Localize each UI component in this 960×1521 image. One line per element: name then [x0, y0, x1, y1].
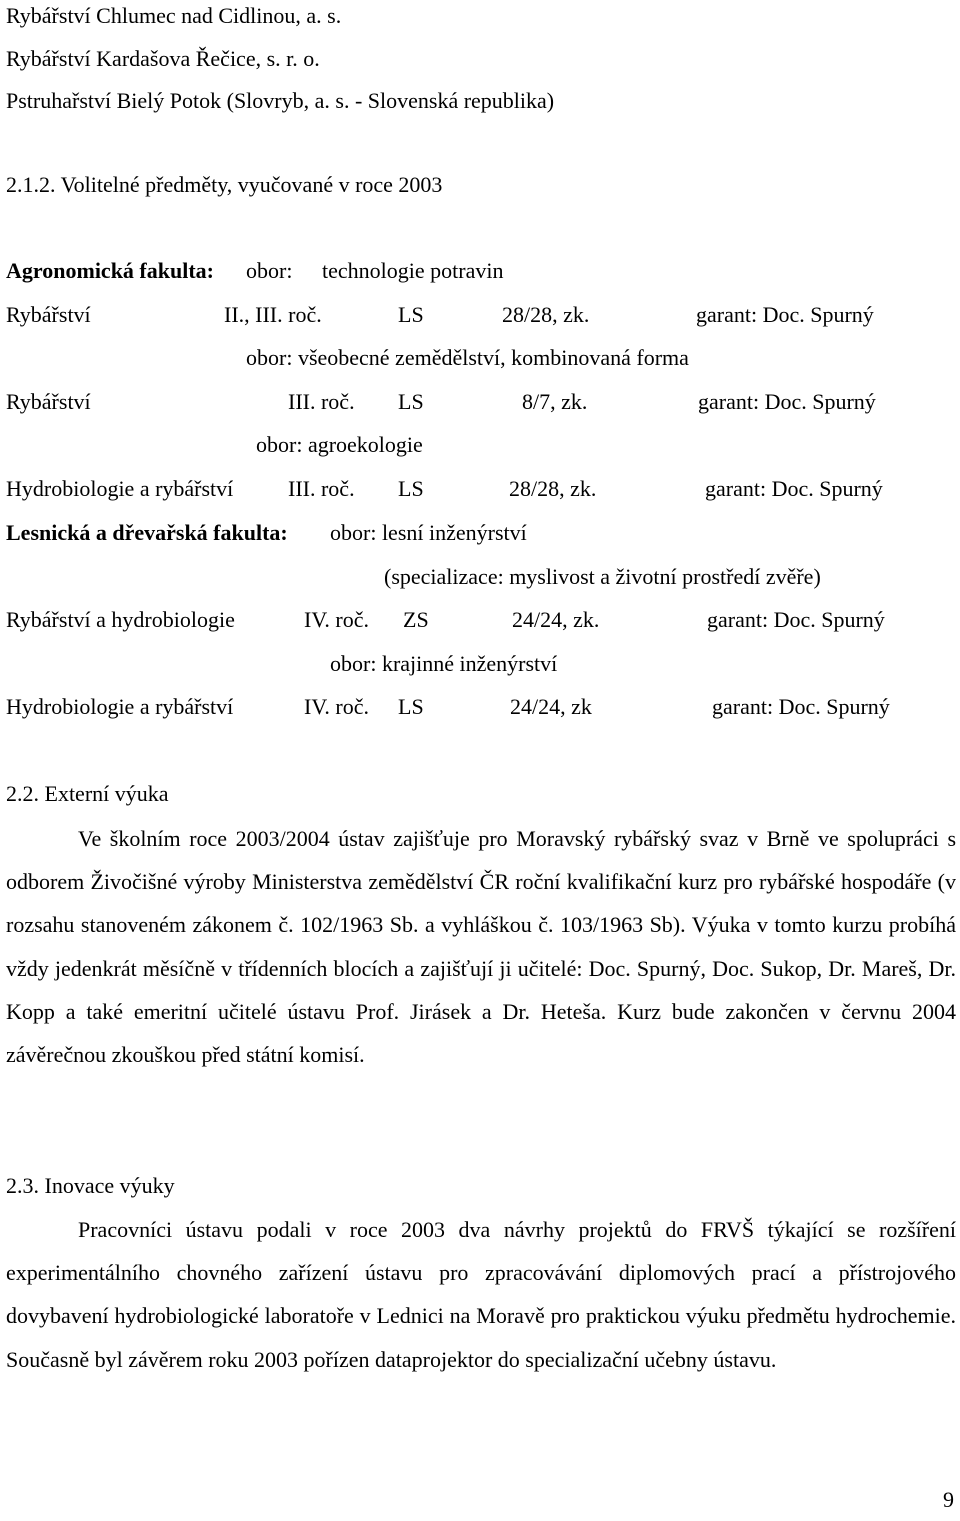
- obor-value: technologie potravin: [322, 258, 504, 283]
- course-semester: LS: [398, 694, 424, 719]
- course-semester: ZS: [403, 607, 429, 632]
- teaching-innovation-paragraph: Pracovníci ústavu podali v roce 2003 dva návrhy projektů do FRVŠ týkající se rozšíření experimentálního chovného zařízení ústavu pro zpracovávání diplomových prací a přístrojového dovybavení hydrobiologické laboratoře v Lednici na Moravě pro praktickou výuku předmětu hydrochemie. Současně byl závěrem roku 2003 pořízen dataprojektor do specializační učebny ústavu.: [6, 1217, 956, 1372]
- obor-line: obor: agroekologie: [256, 432, 423, 457]
- course-year: IV. roč.: [304, 694, 369, 719]
- course-name: Hydrobiologie a rybářství: [6, 694, 234, 719]
- course-semester: LS: [398, 302, 424, 327]
- specialization-line: (specializace: myslivost a životní prostředí zvěře): [384, 564, 821, 589]
- course-name: Rybářství: [6, 389, 91, 414]
- course-semester: LS: [398, 389, 424, 414]
- obor-line: obor: krajinné inženýrství: [330, 651, 558, 676]
- org-line-2: Rybářství Kardašova Řečice, s. r. o.: [6, 46, 320, 71]
- course-year: III. roč.: [288, 389, 355, 414]
- org-line-1: Rybářství Chlumec nad Cidlinou, a. s.: [6, 3, 342, 28]
- course-hours: 8/7, zk.: [522, 389, 588, 414]
- course-guarantor: garant: Doc. Spurný: [696, 302, 874, 327]
- page-number: 9: [943, 1487, 954, 1512]
- course-hours: 24/24, zk.: [512, 607, 600, 632]
- obor-line: obor: lesní inženýrství: [330, 520, 527, 545]
- external-teaching-paragraph: Ve školním roce 2003/2004 ústav zajišťuje pro Moravský rybářský svaz v Brně ve spolupráci s odborem Živočišné výroby Ministerstva zemědělství ČR roční kvalifikační kurz pro rybářské hospodáře (v rozsahu stanoveném zákonem č. 102/1963 Sb. a vyhláškou č. 103/1963 Sb). Výuka v tomto kurzu probíhá vždy jedenkrát měsíčně v třídenních blocích a zajišťují ji učitelé: Doc. Spurný, Doc. Sukop, Dr. Mareš, Dr. Kopp a také emeritní učitelé ústavu Prof. Jirásek a Dr. Heteša. Kurz bude zakončen v červnu 2004 závěrečnou zkouškou před státní komisí.: [6, 826, 956, 1068]
- section-heading-2-3: 2.3. Inovace výuky: [6, 1173, 175, 1198]
- section-heading-2-2: 2.2. Externí výuka: [6, 781, 169, 806]
- faculty-forestry-label: Lesnická a dřevařská fakulta:: [6, 520, 288, 545]
- obor-line: obor: všeobecné zemědělství, kombinovaná forma: [246, 345, 689, 370]
- course-hours: 24/24, zk: [510, 694, 592, 719]
- course-year: IV. roč.: [304, 607, 369, 632]
- org-line-3: Pstruhařství Bielý Potok (Slovryb, a. s. - Slovenská republika): [6, 88, 555, 113]
- section-heading-2-1-2: 2.1.2. Volitelné předměty, vyučované v roce 2003: [6, 172, 443, 197]
- course-guarantor: garant: Doc. Spurný: [712, 694, 890, 719]
- course-name: Rybářství a hydrobiologie: [6, 607, 235, 632]
- course-hours: 28/28, zk.: [502, 302, 590, 327]
- course-name: Hydrobiologie a rybářství: [6, 476, 234, 501]
- course-hours: 28/28, zk.: [509, 476, 597, 501]
- faculty-agronomic-label: Agronomická fakulta:: [6, 258, 214, 283]
- course-year: II., III. roč.: [224, 302, 322, 327]
- course-name: Rybářství: [6, 302, 91, 327]
- course-guarantor: garant: Doc. Spurný: [705, 476, 883, 501]
- course-semester: LS: [398, 476, 424, 501]
- course-guarantor: garant: Doc. Spurný: [707, 607, 885, 632]
- course-year: III. roč.: [288, 476, 355, 501]
- obor-label: obor:: [246, 258, 293, 283]
- course-guarantor: garant: Doc. Spurný: [698, 389, 876, 414]
